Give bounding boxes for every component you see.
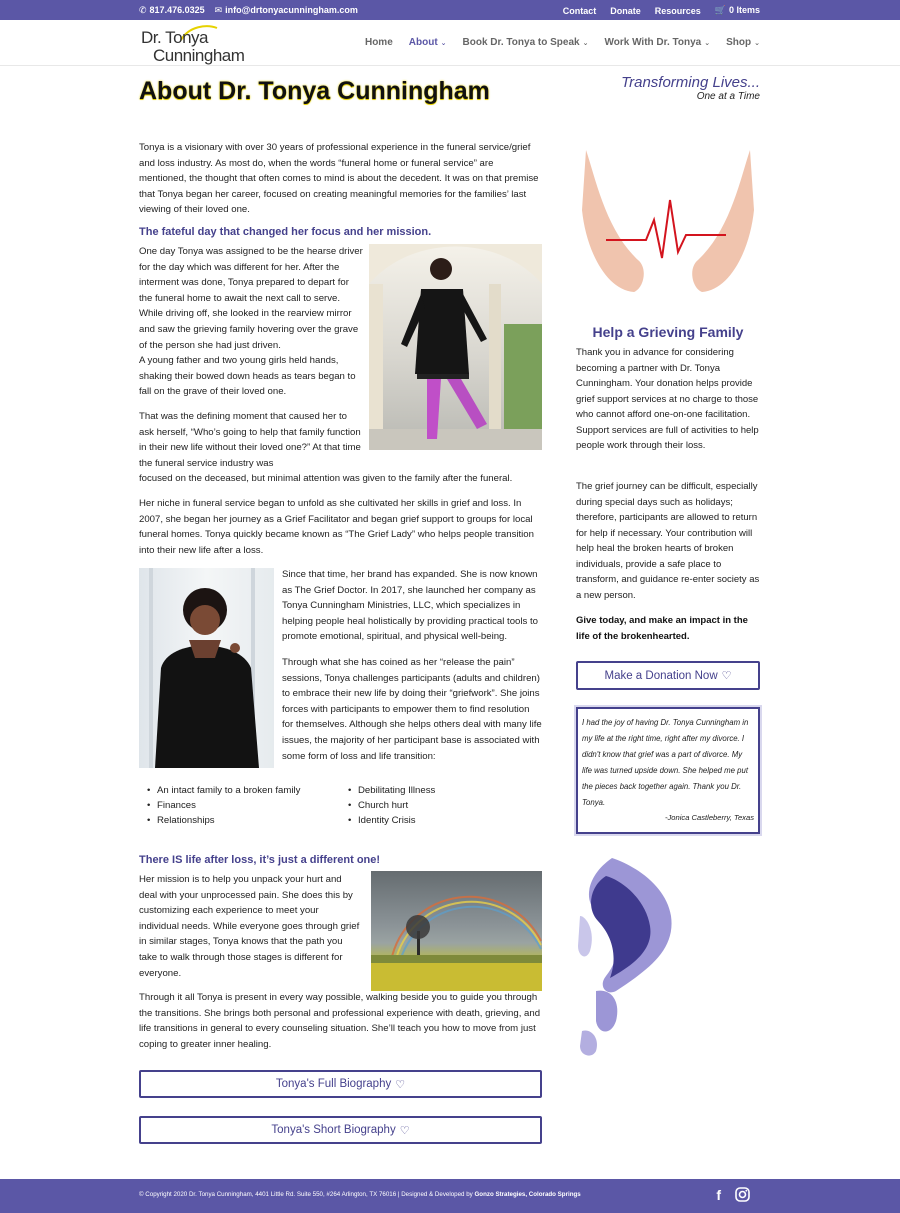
- transition-list-left: [147, 783, 300, 828]
- instagram-icon[interactable]: [735, 1187, 750, 1205]
- heart-icon: ♡: [395, 1078, 406, 1091]
- story-paragraph-3b: focused on the deceased, but minimal attention was given to the family after the funeral.: [139, 473, 513, 484]
- site-header: [0, 20, 900, 66]
- story-paragraph-3a: That was the defining moment that caused her to ask herself, “Who’s going to help that family function in their new life without their loved one?” At that time the funeral service industry was: [139, 411, 361, 469]
- email-icon: ✉: [214, 5, 223, 15]
- nav-item-book-speaker[interactable]: Book Dr. Tonya to Speak ⌄: [462, 37, 589, 48]
- nav-item-home[interactable]: Home: [364, 37, 393, 48]
- social-links: [716, 1187, 750, 1205]
- cart-icon: 🛒: [714, 5, 726, 15]
- photo-tonya-standing: [369, 244, 542, 450]
- mission-paragraph: Her mission is to help you unpack your hurt and deal with your unprocessed pain. She does this by customizing each experience to meet your individual needs. While everyone goes through grief in similar stages, Tonya knows that the path you take to walk through those stages is different for everyone.: [139, 874, 360, 979]
- phone-link[interactable]: ✆ 817.476.0325: [139, 5, 205, 15]
- presence-paragraph: Through it all Tonya is present in every way possible, walking beside you to guide you through the transitions. She brings both personal and professional experience with death, grieving, and life transitions in general to every counseling situation. She’ll teach you how to move from just coping to greater inner healing.: [139, 992, 541, 1050]
- testimonial-author: -Jonica Castleberry, Texas: [664, 813, 754, 822]
- story-paragraph-2: A young father and two young girls held hands, shaking their bowed down heads as tears began to fall on the grave of their loved one.: [139, 355, 356, 398]
- page-title: About Dr. Tonya Cunningham: [139, 77, 490, 105]
- logo-text-line2: Cunningham: [153, 46, 245, 65]
- chevron-down-icon: ⌄: [754, 39, 760, 47]
- transition-list-right: [348, 783, 435, 828]
- top-bar: [0, 0, 900, 20]
- story-paragraph-1: One day Tonya was assigned to be the hearse driver for the day which was different for her. After the interment was done, Tonya prepared to depart for the funeral home to await the next call to serve. While driving off, she looked in the rearview mirror and saw the grieving family hovering over the grave of the person she had just driven.: [139, 246, 363, 351]
- testimonial-box: [576, 707, 760, 834]
- brand-paragraph: Since that time, her brand has expanded. She is now known as The Grief Doctor. In 2017, she launched her company as Tonya Cunningham Ministries, LLC, which specializes in helping people heal holistically by providing practical tools to promote emotional, spiritual, and physical well-being.: [282, 569, 538, 643]
- photo-rainbow-field: [371, 871, 542, 991]
- heading-life-after-loss: There IS life after loss, it’s just a different one!: [139, 854, 381, 866]
- sidebar-paragraph-1: Thank you in advance for considering becoming a partner with Dr. Tonya Cunningham. Your donation helps provide grief support services at no charge to those who cannot afford one-on-one facilitation. Support services are full of activities to help people work through their loss.: [576, 347, 759, 451]
- photo-tonya-portrait: [139, 568, 274, 768]
- main-nav: [365, 37, 760, 48]
- facebook-icon[interactable]: f: [716, 1187, 721, 1203]
- footer-copyright: © Copyright 2020 Dr. Tonya Cunningham, 4401 Little Rd. Suite 550, #264 Arlington, TX 76016 | Designed & Developed by Gonzo Strategies, Colorado Springs: [139, 1191, 581, 1198]
- testimonial-text: I had the joy of having Dr. Tonya Cunningham in my life at the right time, right after my divorce. I didn't know that grief was a part of divorce. My life was turned upside down. She helped me put the pieces back together again. Thank you Dr. Tonya.: [582, 718, 749, 807]
- list-item: • Identity Crisis: [348, 813, 435, 828]
- developer-link[interactable]: Gonzo Strategies, Colorado Springs: [474, 1191, 581, 1198]
- chevron-down-icon: ⌄: [582, 39, 589, 47]
- nav-item-about[interactable]: About ⌄: [408, 37, 447, 48]
- email-link[interactable]: ✉ info@drtonyacunningham.com: [214, 5, 358, 15]
- niche-paragraph: Her niche in funeral service began to unfold as she cultivated her skills in grief and loss. In 2007, she began her journey as a Grief Facilitator and began grief support to groups for local funeral homes. Tonya quickly became known as “The Grief Lady” who helps people transition into their new life after a loss.: [139, 498, 534, 556]
- chevron-down-icon: ⌄: [704, 39, 711, 47]
- topbar-link-resources[interactable]: Resources: [654, 5, 701, 16]
- nav-item-shop[interactable]: Shop ⌄: [726, 37, 760, 48]
- sidebar-paragraph-2: The grief journey can be difficult, especially during special days such as holidays; therefore, participants are allowed to return for help if necessary. Your contribution will help heal the broken hearts of broken individuals, provide a safe place to transform, and guidance re-enter society as a new person.: [576, 481, 760, 601]
- topbar-link-donate[interactable]: Donate: [610, 5, 641, 16]
- topbar-link-contact[interactable]: Contact: [562, 5, 597, 16]
- list-item: • An intact family to a broken family: [147, 783, 300, 798]
- phone-icon: ✆: [139, 5, 147, 15]
- chevron-down-icon: ⌄: [440, 39, 447, 47]
- list-item: • Debilitating Illness: [348, 783, 435, 798]
- hands-heartbeat-image: [576, 140, 760, 300]
- sidebar-title: Help a Grieving Family: [592, 324, 744, 340]
- donate-button[interactable]: Make a Donation Now ♡: [576, 661, 760, 690]
- list-item: • Church hurt: [348, 798, 435, 813]
- full-biography-button[interactable]: Tonya's Full Biography ♡: [139, 1070, 542, 1098]
- site-logo[interactable]: [141, 24, 263, 64]
- nav-item-work-with[interactable]: Work With Dr. Tonya ⌄: [604, 37, 711, 48]
- tagline: Transforming Lives... One at a Time: [621, 74, 760, 102]
- heart-icon: ♡: [721, 670, 732, 682]
- sessions-paragraph: Through what she has coined as her “release the pain” sessions, Tonya challenges participants (adults and children) to embrace their new life by doing their “griefwork”. She joins forces with participants to empower them to find resolution for themselves. Although she helps others deal with many life issues, the majority of her participant base is associated with some form of loss and life transition:: [282, 657, 542, 762]
- short-biography-button[interactable]: Tonya's Short Biography ♡: [139, 1116, 542, 1144]
- list-item: • Relationships: [147, 813, 300, 828]
- list-item: • Finances: [147, 798, 300, 813]
- logo-text-line1: Dr. Tonya: [141, 28, 209, 47]
- heading-fateful-day: The fateful day that changed her focus and her mission.: [139, 226, 432, 238]
- cart-link[interactable]: 🛒 0 Items: [714, 5, 760, 15]
- intro-paragraph: Tonya is a visionary with over 30 years of professional experience in the funeral service/grief and loss industry. As most do, when the words “funeral home or funeral service” are mentioned, the thought that often comes to mind is about the decedent. It was on that premise that Tonya began her career, focused on creating meaningful memories for the families’ last viewing of their loved one.: [139, 142, 539, 216]
- site-footer: [0, 1179, 900, 1213]
- heart-icon: ♡: [399, 1124, 410, 1137]
- butterfly-graphic: [576, 856, 676, 1061]
- sidebar-call-to-action: Give today, and make an impact in the life of the brokenhearted.: [576, 615, 748, 642]
